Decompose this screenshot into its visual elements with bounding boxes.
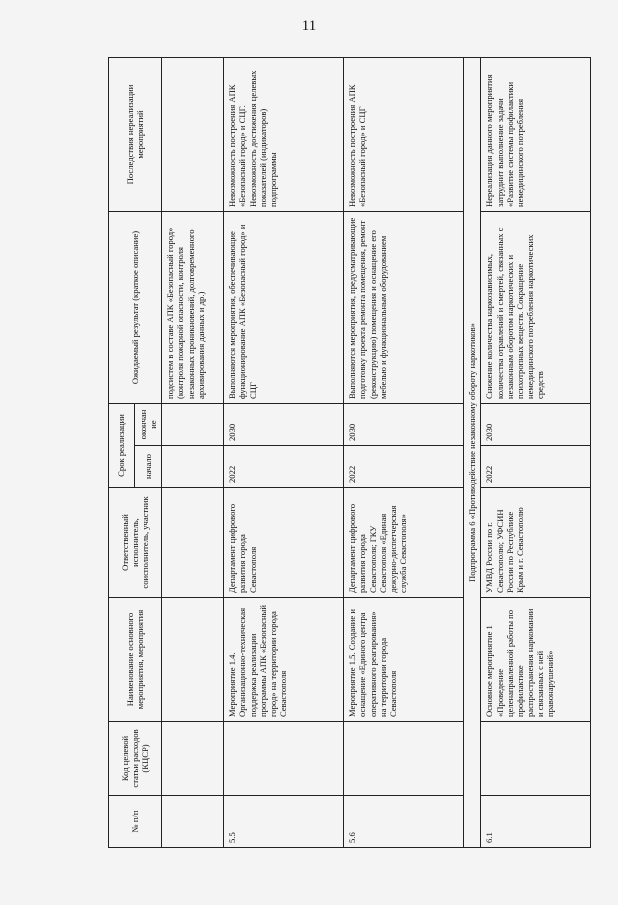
- cell-start: [162, 446, 224, 488]
- cell-name: [162, 598, 224, 722]
- cell-responsible: Департамент цифрового развития города Севастополя; ГКУ Севастополя «Единая дежурно-диспетчерская служба Севастополя»: [344, 488, 464, 598]
- cell-consequences: [162, 58, 224, 212]
- header-code: Код целевой статьи расходов (КЦСР): [109, 722, 162, 796]
- cell-num: 6.1: [481, 796, 591, 848]
- cell-num: [162, 796, 224, 848]
- table-row: [224, 58, 344, 848]
- cell-result: Выполняются мероприятия, предусматривающие подготовку проекта ремонта помещения, ремонт (реконструкцию) помещения и оснащение его мебелью и функциональным оборудованием: [344, 212, 464, 404]
- cell-code: [344, 722, 464, 796]
- header-result: Ожидаемый результат (краткое описание): [109, 212, 162, 404]
- cell-end: 2030: [481, 404, 591, 446]
- header-period: Срок реализации: [109, 404, 135, 488]
- table-row-continuation: [162, 58, 224, 848]
- header-row: [109, 58, 135, 848]
- header-end: окончание: [135, 404, 162, 446]
- cell-consequences: Нереализация данного мероприятия затруднит выполнение задачи «Развитие системы профилактики немедицинского потребления: [481, 58, 591, 212]
- table-row: [344, 58, 464, 848]
- header-num: № п/п: [109, 796, 162, 848]
- cell-code: [481, 722, 591, 796]
- subprogram-title: Подпрограмма 6 «Противодействие незаконному обороту наркотиков»: [464, 58, 481, 848]
- subprogram-row: [464, 58, 481, 848]
- cell-name: Основное мероприятие 1 «Проведение целенаправленной работы по профилактике распространения наркомании и связанных с ней правонарушений»: [481, 598, 591, 722]
- cell-consequences: Невозможность построения АПК «Безопасный город» и СЦГ: [344, 58, 464, 212]
- cell-code: [224, 722, 344, 796]
- cell-start: 2022: [481, 446, 591, 488]
- cell-start: 2022: [344, 446, 464, 488]
- cell-code: [162, 722, 224, 796]
- header-consequences: Последствия нереализации мероприятий: [109, 58, 162, 212]
- page-number: 11: [301, 18, 317, 34]
- cell-end: [162, 404, 224, 446]
- cell-end: 2030: [224, 404, 344, 446]
- cell-result: Снижение количества наркозависимых, количества отравлений и смертей, связанных с незаконным оборотом наркотических и психотропных веществ. Сокращение немедицинского потребления наркотических средств: [481, 212, 591, 404]
- cell-name: Мероприятие 1.4. Организационно-техническая поддержка реализации программы АПК «Безопасный город» на территории города Севастополя: [224, 598, 344, 722]
- header-start: начало: [135, 446, 162, 488]
- rotated-table-wrapper: [108, 58, 604, 848]
- header-responsible: Ответственный исполнитель, соисполнитель, участник: [109, 488, 162, 598]
- cell-num: 5.6: [344, 796, 464, 848]
- cell-start: 2022: [224, 446, 344, 488]
- cell-consequences: Невозможность построения АПК «Безопасный город» и СЦГ. Невозможность достижения целевых показателей (индикаторов) подпрограммы: [224, 58, 344, 212]
- cell-responsible: Департамент цифрового развития города Севастополя: [224, 488, 344, 598]
- cell-responsible: УМВД России по г. Севастополю; УФСИН России по Республике Крым и г. Севастополю: [481, 488, 591, 598]
- cell-responsible: [162, 488, 224, 598]
- cell-result: подсистем в составе АПК «Безопасный город» (контроля пожарной опасности, контроля незаконных проникновений, долговременного архивирования данных и др.): [162, 212, 224, 404]
- table-row: [481, 58, 591, 848]
- cell-end: 2030: [344, 404, 464, 446]
- cell-name: Мероприятие 1.5. Создание и оснащение «Единого центра оперативного реагирования» на территории города Севастополя: [344, 598, 464, 722]
- header-name: Наименование основного мероприятия, мероприятия: [109, 598, 162, 722]
- cell-num: 5.5: [224, 796, 344, 848]
- program-table: [108, 57, 591, 848]
- cell-result: Выполняются мероприятия, обеспечивающие функционирование АПК «Безопасный город» и СЦГ: [224, 212, 344, 404]
